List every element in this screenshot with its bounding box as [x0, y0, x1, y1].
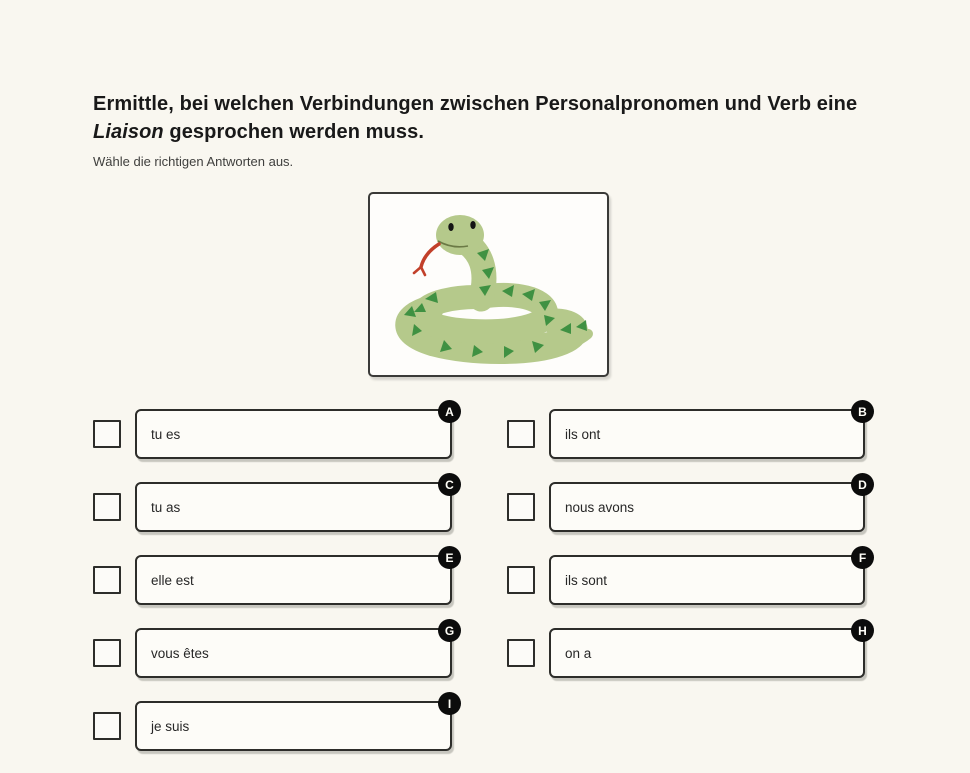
answer-letter-badge: G [438, 619, 461, 642]
answer-box-c[interactable] [135, 477, 454, 532]
answer-option-h [507, 623, 867, 678]
answer-label: je suis [151, 718, 190, 734]
answer-box-f[interactable] [549, 550, 867, 605]
answer-checkbox-a[interactable] [93, 420, 121, 448]
answer-checkbox-c[interactable] [93, 493, 121, 521]
question-title-italic: Liaison [93, 121, 164, 143]
answer-letter-badge: F [851, 546, 874, 569]
answer-box-a[interactable] [135, 404, 454, 459]
answer-label: vous êtes [151, 645, 209, 661]
answer-checkbox-e[interactable] [93, 566, 121, 594]
answer-checkbox-b[interactable] [507, 420, 535, 448]
answer-letter-badge: A [438, 400, 461, 423]
answer-label: ils sont [565, 572, 608, 588]
answer-letter-badge: D [851, 473, 874, 496]
cartoon-snake-icon [376, 199, 601, 371]
answer-label: nous avons [565, 499, 635, 515]
answer-checkbox-h[interactable] [507, 639, 535, 667]
answer-letter-badge: E [438, 546, 461, 569]
answer-label: tu es [151, 426, 181, 442]
answer-label: elle est [151, 572, 194, 588]
answer-label: tu as [151, 499, 181, 515]
question-title-part2: gesprochen werden muss. [163, 121, 424, 143]
illustration-card [368, 192, 609, 377]
answer-box-d[interactable] [549, 477, 867, 532]
answer-label: on a [565, 645, 592, 661]
question-title [93, 90, 871, 146]
answer-option-a [93, 404, 454, 459]
answer-box-e[interactable] [135, 550, 454, 605]
answer-option-g [93, 623, 455, 678]
answer-letter-badge: H [851, 619, 874, 642]
answer-letter-badge: C [438, 473, 461, 496]
answer-checkbox-i[interactable] [93, 712, 121, 740]
answer-box-g[interactable] [135, 623, 455, 678]
answer-checkbox-d[interactable] [507, 493, 535, 521]
answer-options [93, 404, 867, 751]
answer-label: ils ont [565, 426, 601, 442]
answer-box-h[interactable] [549, 623, 867, 678]
question-instruction: Wähle die richtigen Antworten aus. [93, 154, 294, 169]
answer-option-f [507, 550, 867, 605]
answer-option-d [507, 477, 867, 532]
answer-option-b [507, 404, 867, 459]
answer-option-c [93, 477, 454, 532]
answer-checkbox-f[interactable] [507, 566, 535, 594]
answer-option-e [93, 550, 454, 605]
answer-checkbox-g[interactable] [93, 639, 121, 667]
answer-letter-badge: I [438, 692, 461, 715]
answer-box-b[interactable] [549, 404, 867, 459]
answer-letter-badge: B [851, 400, 874, 423]
answer-box-i[interactable] [135, 696, 452, 751]
answer-option-i [93, 696, 452, 751]
question-title-part1: Ermittle, bei welchen Verbindungen zwischen Personalpronomen und Verb eine [93, 93, 858, 115]
